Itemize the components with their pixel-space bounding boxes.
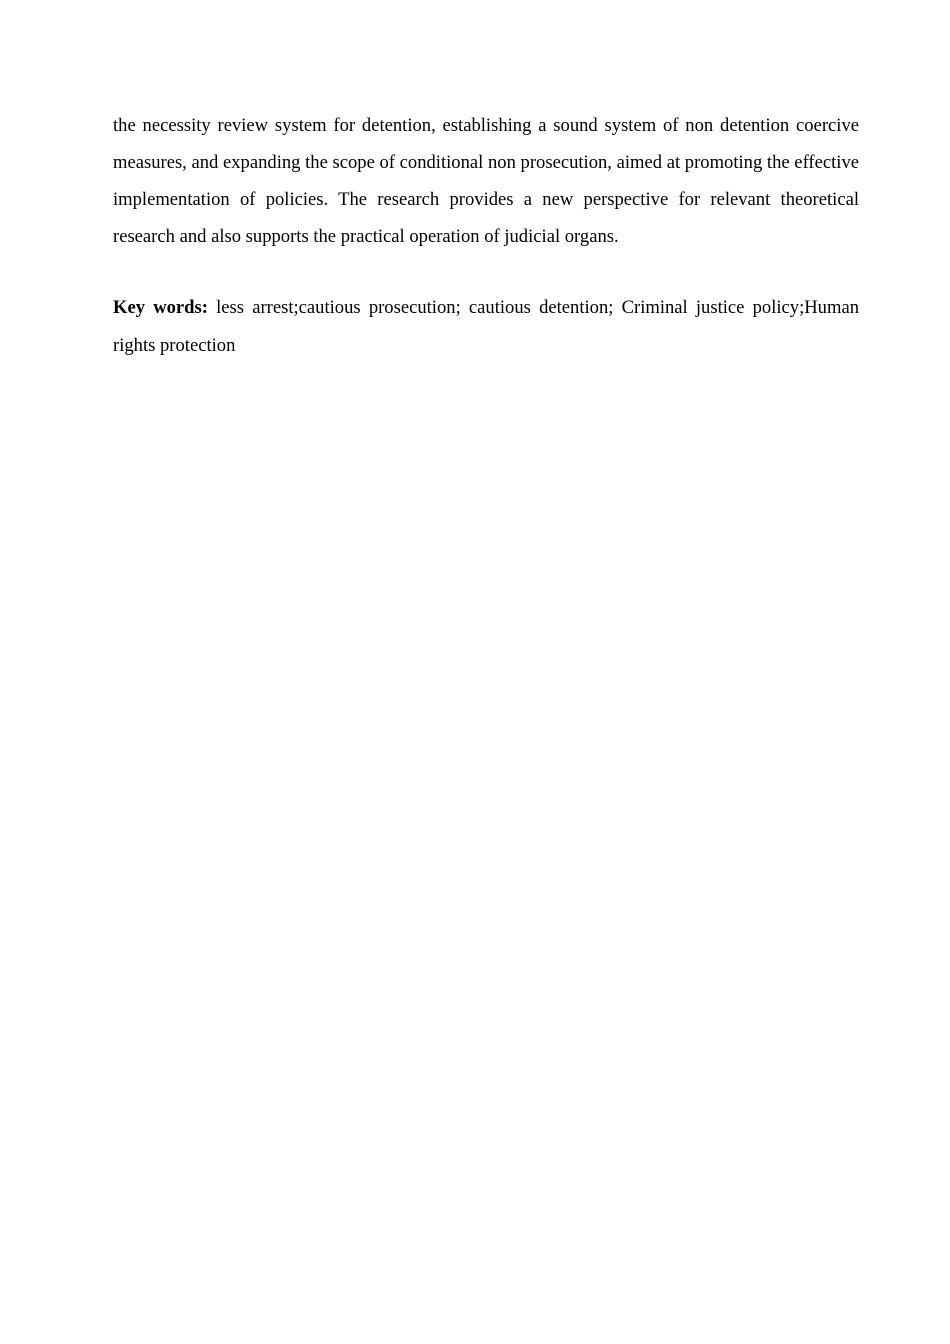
keywords-text: less arrest;cautious prosecution; cautious detention; Criminal justice policy;Human rights protection (113, 297, 859, 356)
keywords-label: Key words: (113, 297, 208, 318)
abstract-paragraph: the necessity review system for detention, establishing a sound system of non detention coercive measures, and expanding the scope of conditional non prosecution, aimed at promoting the effective implementation of policies. The research provides a new perspective for relevant theoretical research and also supports the practical operation of judicial organs. (113, 115, 859, 247)
page-content (113, 107, 859, 365)
keywords-paragraph (113, 289, 859, 365)
